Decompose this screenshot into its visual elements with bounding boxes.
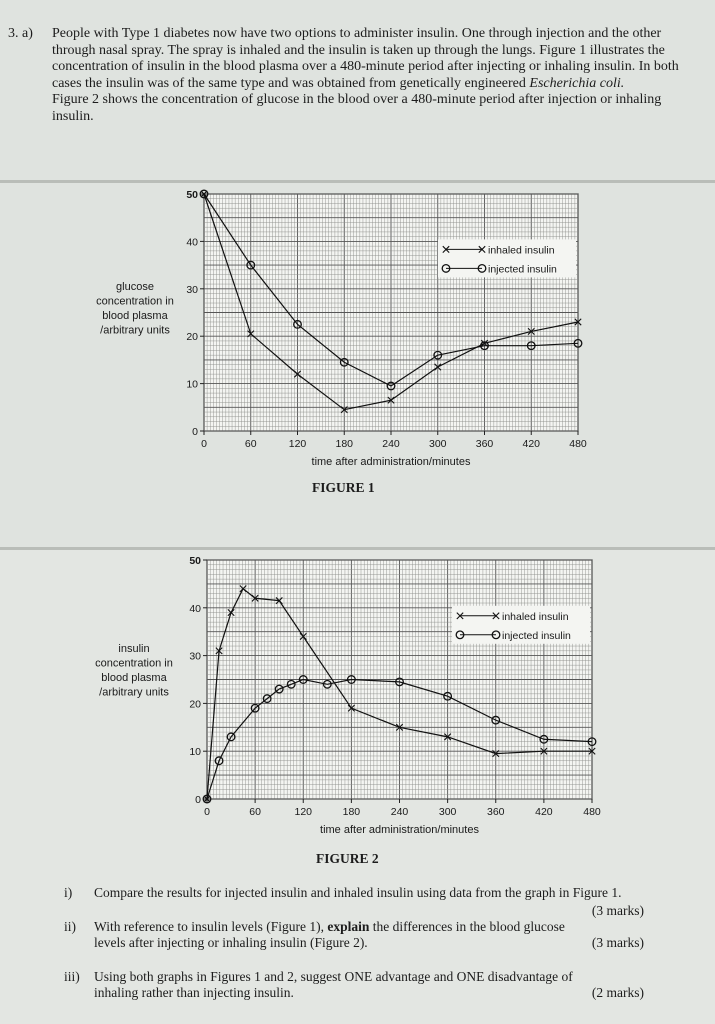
- x-tick-label: 60: [249, 806, 261, 818]
- x-tick-label: 240: [390, 806, 409, 818]
- y-tick-label: 20: [186, 331, 198, 344]
- question-i-text: Compare the results for injected insulin and inhaled insulin using data from the graph in Figure 1.: [94, 885, 622, 900]
- x-tick-label: 300: [428, 438, 447, 450]
- figure1-caption: FIGURE 1: [312, 480, 375, 495]
- x-tick-label: 120: [294, 806, 313, 818]
- x-tick-label: 240: [382, 438, 400, 450]
- y-axis-label-line: /arbitrary units: [100, 324, 170, 337]
- y-axis-label-line: insulin: [118, 643, 150, 655]
- legend-inhaled-label: inhaled insulin: [502, 610, 569, 623]
- x-tick-label: 0: [201, 438, 207, 450]
- x-tick-label: 360: [486, 806, 505, 818]
- y-axis-label-line: blood plasma: [101, 672, 167, 684]
- gridlines: [204, 194, 578, 431]
- x-tick-label: 420: [535, 806, 553, 818]
- y-tick-label: 50: [189, 555, 201, 567]
- y-tick-label: 20: [189, 698, 201, 711]
- question-i-marks: (3 marks): [591, 903, 644, 918]
- question-iii: [64, 969, 644, 1003]
- y-tick-label: 30: [189, 650, 201, 663]
- question-ii-text: [94, 919, 574, 951]
- intro-organism: Escherichia coli.: [529, 75, 625, 91]
- figure1-chart: [96, 189, 587, 468]
- question-iii-number: iii): [64, 969, 80, 984]
- question-ii-text-post: the differences in the blood glucose levels after injecting or inhaling insulin (Figure 2).: [94, 919, 565, 950]
- y-axis-label-line: glucose: [116, 281, 154, 293]
- question-iii-marks: (2 marks): [591, 985, 644, 1000]
- question-i: [64, 885, 644, 919]
- y-axis-label-line: concentration in: [95, 657, 173, 670]
- gridlines: [207, 560, 592, 799]
- x-tick-label: 480: [583, 806, 601, 818]
- y-tick-label: 10: [189, 746, 201, 759]
- y-tick-label: 0: [192, 426, 198, 438]
- x-tick-label: 480: [569, 438, 587, 450]
- x-tick-label: 120: [288, 438, 307, 450]
- y-tick-label: 40: [189, 602, 201, 615]
- y-axis-label-line: concentration in: [96, 295, 174, 308]
- intro-para2: Figure 2 shows the concentration of glucose in the blood over a 480-minute period after injection or inhaling insulin.: [52, 92, 662, 124]
- question-ii-number: ii): [64, 919, 76, 934]
- question-ii-marks: (3 marks): [591, 935, 644, 950]
- question-i-number: i): [64, 885, 73, 900]
- intro-para1: People with Type 1 diabetes now have two options to administer insulin. One through injection and the other through nasal spray. The spray is inhaled and the insulin is taken up through the lungs. Figure 1 illustrates the concentration of insulin in the blood plasma over a 480-minute period after injecting or inhaling insulin. In both cases the insulin was of the same type and was obtained from genetically engineered: [52, 26, 679, 91]
- question-ii: [64, 919, 644, 953]
- x-axis-label: time after administration/minutes: [320, 824, 479, 836]
- y-tick-label: 0: [195, 794, 201, 806]
- figure2-caption: FIGURE 2: [316, 851, 379, 866]
- question-ii-text-bold: explain: [327, 919, 370, 934]
- x-tick-label: 360: [475, 438, 494, 450]
- x-tick-label: 60: [244, 438, 257, 450]
- y-axis-label-line: /arbitrary units: [99, 686, 169, 699]
- legend-inhaled-label: inhaled insulin: [488, 244, 555, 257]
- x-tick-label: 420: [522, 438, 541, 450]
- figure2-chart: [95, 555, 601, 836]
- legend-injected-label: injected insulin: [502, 629, 571, 642]
- question-iii-text: Using both graphs in Figures 1 and 2, suggest ONE advantage and ONE disadvantage of inhaling rather than injecting insulin.: [94, 969, 573, 1000]
- x-tick-label: 0: [204, 806, 210, 818]
- x-axis-label: time after administration/minutes: [311, 456, 471, 468]
- question-ii-text-pre: With reference to insulin levels (Figure 1),: [94, 919, 325, 934]
- y-tick-label: 50: [186, 189, 198, 201]
- x-tick-label: 180: [335, 438, 354, 450]
- x-tick-label: 300: [438, 806, 457, 818]
- question-number: 3. a): [8, 26, 33, 41]
- y-tick-label: 40: [186, 236, 198, 249]
- legend-injected-label: injected insulin: [488, 263, 557, 276]
- y-axis-label-line: blood plasma: [102, 310, 168, 322]
- x-tick-label: 180: [342, 806, 361, 818]
- y-tick-label: 30: [186, 283, 198, 296]
- y-tick-label: 10: [186, 378, 198, 391]
